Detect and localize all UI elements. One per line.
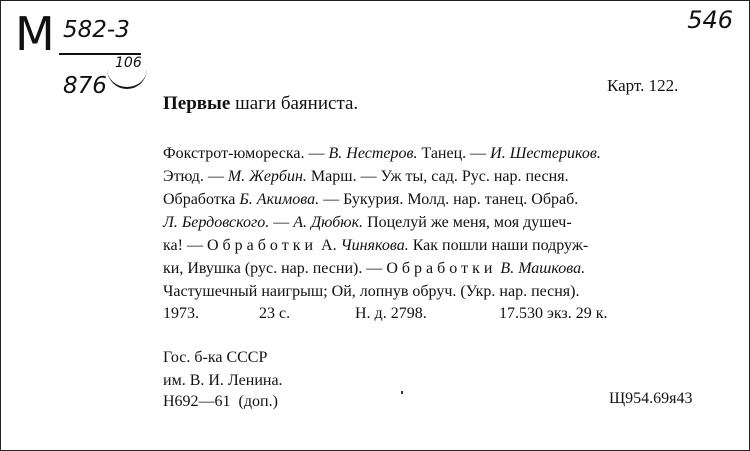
contents-text: — — [269, 214, 294, 231]
imprint-copies: 17.530 экз. 29 к. — [499, 305, 608, 322]
ink-speck — [401, 391, 403, 394]
call-number: Щ954.69я43 — [609, 390, 693, 407]
library-line-2: им. В. И. Ленина. — [163, 372, 283, 389]
imprint-number: Н. д. 2798. — [355, 305, 427, 322]
contents-text: Танец. — — [417, 145, 491, 162]
author-name: Л. Бердовского. — [163, 214, 270, 231]
shelf-mark-superscript: 106 — [115, 55, 142, 71]
contents-text: ки, Ивушка (рус. нар. песни). — — [163, 260, 387, 277]
author-name: А. Дюбюк. — [293, 214, 364, 231]
contents-text: Обработка — [163, 191, 240, 208]
contents-text: Фокстрот-юмореска. — — [163, 145, 329, 162]
contents-line-3 — [163, 191, 578, 209]
contents-text: Этюд. — — [163, 168, 228, 185]
contents-text: ка! — — [163, 237, 207, 254]
author-name: М. Жербин. — [227, 168, 307, 185]
title-bold-word: Первые — [163, 93, 231, 114]
imprint-year: 1973. — [163, 305, 199, 322]
library-line-1: Гос. б-ка СССР — [163, 349, 268, 366]
contents-line-5 — [163, 237, 588, 255]
handwritten-letter: M — [15, 7, 53, 61]
author-name: Чинякова. — [340, 237, 409, 254]
author-name: И. Шестериков. — [490, 145, 601, 162]
contents-line-6 — [163, 260, 585, 278]
imprint-pages: 23 с. — [259, 305, 291, 322]
title-rest: шаги баяниста. — [230, 93, 359, 114]
author-name: В. Нестеров. — [328, 145, 418, 162]
arrangement-label: Обработки — [386, 260, 497, 277]
contents-line-1 — [163, 145, 601, 163]
contents-line-4 — [163, 214, 572, 232]
shelf-mark-top: 582-3 — [63, 17, 130, 43]
author-name: Б. Акимова. — [239, 191, 320, 208]
book-title — [163, 93, 358, 115]
contents-text: Как пошли наши подруж- — [408, 237, 589, 254]
author-name: В. Машкова. — [500, 260, 586, 277]
contents-line-2 — [163, 168, 569, 186]
shelf-mark-bottom: 876 — [63, 73, 107, 99]
library-line-3: Н692—61 (доп.) — [163, 393, 278, 410]
contents-text: — Букурия. Молд. нар. танец. Обраб. — [319, 191, 579, 208]
shelf-mark-arc — [107, 67, 147, 89]
contents-text: Марш. — Уж ты, сад. Рус. нар. песня. — [306, 168, 569, 185]
card-number: Карт. 122. — [607, 76, 679, 95]
contents-text: А. — [317, 237, 341, 254]
corner-mark: 546 — [687, 6, 733, 34]
contents-text: Поцелуй же меня, моя душеч- — [363, 214, 572, 231]
arrangement-label: Обработки — [206, 237, 318, 254]
contents-line-7: Частушечный наигрыш; Ой, лопнув обруч. (Укр. нар. песня). — [163, 283, 580, 300]
imprint-line — [163, 305, 723, 325]
